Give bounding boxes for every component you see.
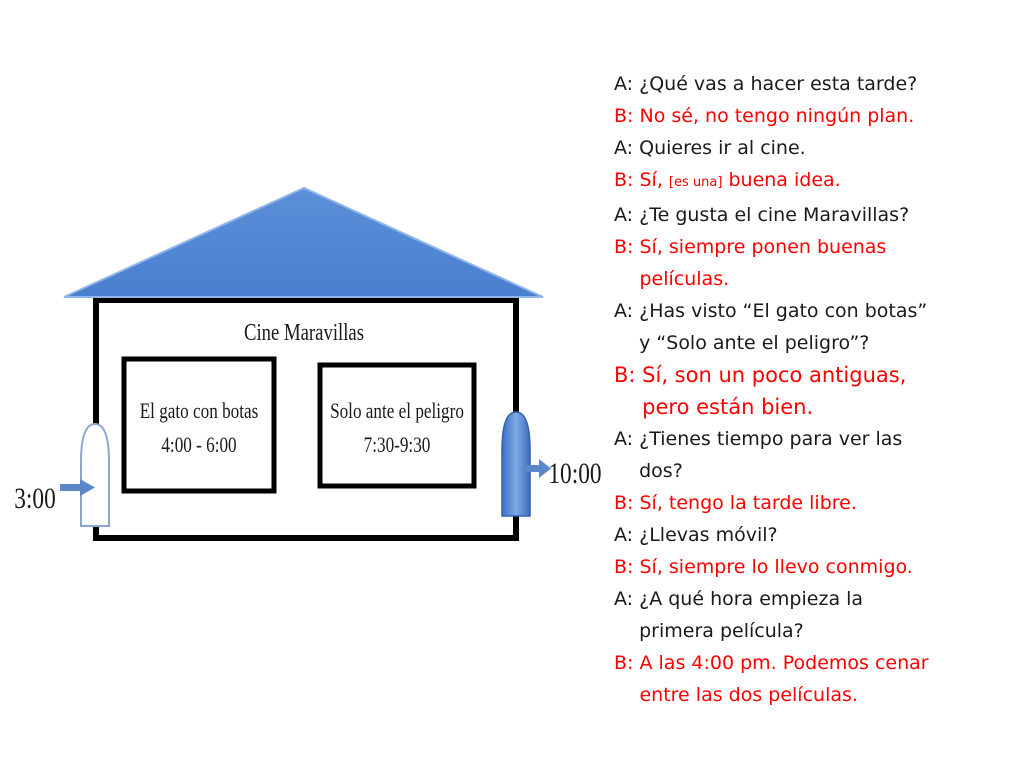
line-text: películas. bbox=[639, 268, 730, 290]
line-text: A las 4:00 pm. Podemos cenar bbox=[639, 652, 929, 674]
speaker-label: A: bbox=[614, 73, 634, 95]
dialogue-line bbox=[614, 359, 1014, 423]
movie-2-time: 7:30-9:30 bbox=[363, 433, 431, 458]
line-text: ¿Tienes tiempo para ver las bbox=[639, 428, 903, 450]
dialogue-line bbox=[614, 295, 1014, 359]
speaker-label: B: bbox=[614, 363, 636, 387]
dialogue-line bbox=[614, 519, 1014, 551]
dialogue-line bbox=[614, 583, 1014, 647]
dialogue-line bbox=[614, 231, 1014, 295]
line-text: y “Solo ante el peligro”? bbox=[639, 332, 870, 354]
triangle-roof-icon bbox=[64, 188, 543, 297]
speaker-label: B: bbox=[614, 236, 634, 258]
movie-board-1 bbox=[124, 359, 274, 491]
dialogue-line bbox=[614, 199, 1014, 231]
line-text: entre las dos películas. bbox=[639, 684, 858, 706]
speaker-label: A: bbox=[614, 137, 634, 159]
line-text: ¿Llevas móvil? bbox=[639, 524, 778, 546]
speaker-label: A: bbox=[614, 428, 634, 450]
speaker-label: B: bbox=[614, 492, 634, 514]
speaker-label: A: bbox=[614, 588, 634, 610]
movie-board-2 bbox=[320, 365, 474, 486]
arrive-time: 3:00 bbox=[14, 481, 56, 515]
speaker-label: B: bbox=[614, 169, 634, 191]
line-text: Sí, siempre lo llevo conmigo. bbox=[639, 556, 913, 578]
movie-2-title: Solo ante el peligro bbox=[330, 399, 464, 424]
speaker-label: B: bbox=[614, 652, 634, 674]
line-text: No sé, no tengo ningún plan. bbox=[639, 105, 915, 127]
line-text: primera película? bbox=[639, 620, 804, 642]
cinema-name: Cine Maravillas bbox=[243, 318, 365, 346]
line-text: pero están bien. bbox=[642, 395, 814, 419]
line-text: ¿Qué vas a hacer esta tarde? bbox=[639, 73, 918, 95]
line-text: Quieres ir al cine. bbox=[639, 137, 806, 159]
line-text: ¿Te gusta el cine Maravillas? bbox=[639, 204, 910, 226]
line-text-pre: Sí, bbox=[639, 169, 663, 191]
line-text: Sí, tengo la tarde libre. bbox=[639, 492, 857, 514]
line-text: Sí, siempre ponen buenas bbox=[639, 236, 887, 258]
dialogue-line bbox=[614, 647, 1014, 711]
dialogue-line bbox=[614, 551, 1014, 583]
line-text: Sí, son un poco antiguas, bbox=[642, 363, 907, 387]
dialogue-line bbox=[614, 164, 1014, 199]
leave-time: 10:00 bbox=[548, 456, 602, 490]
movie-1-time: 4:00 - 6:00 bbox=[161, 433, 237, 458]
dialogue-line bbox=[614, 423, 1014, 487]
cinema-house-diagram bbox=[0, 0, 620, 560]
dialogue-line bbox=[614, 100, 1014, 132]
bracket-note: [es una] bbox=[668, 175, 723, 190]
dialogue-line bbox=[614, 132, 1014, 164]
speaker-label: A: bbox=[614, 204, 634, 226]
line-text bbox=[639, 164, 840, 199]
speaker-label: B: bbox=[614, 556, 634, 578]
left-door-icon bbox=[81, 424, 109, 526]
speaker-label: A: bbox=[614, 300, 634, 322]
speaker-label: A: bbox=[614, 524, 634, 546]
line-text: ¿Has visto “El gato con botas” bbox=[639, 300, 928, 322]
dialogue-line bbox=[614, 487, 1014, 519]
line-text-post: buena idea. bbox=[728, 169, 841, 191]
right-door-icon bbox=[502, 412, 530, 516]
dialogue-list bbox=[614, 68, 1014, 711]
line-text: ¿A qué hora empieza la bbox=[639, 588, 864, 610]
dialogue-line bbox=[614, 68, 1014, 100]
movie-1-title: El gato con botas bbox=[139, 399, 259, 424]
line-text: dos? bbox=[639, 460, 683, 482]
speaker-label: B: bbox=[614, 105, 634, 127]
